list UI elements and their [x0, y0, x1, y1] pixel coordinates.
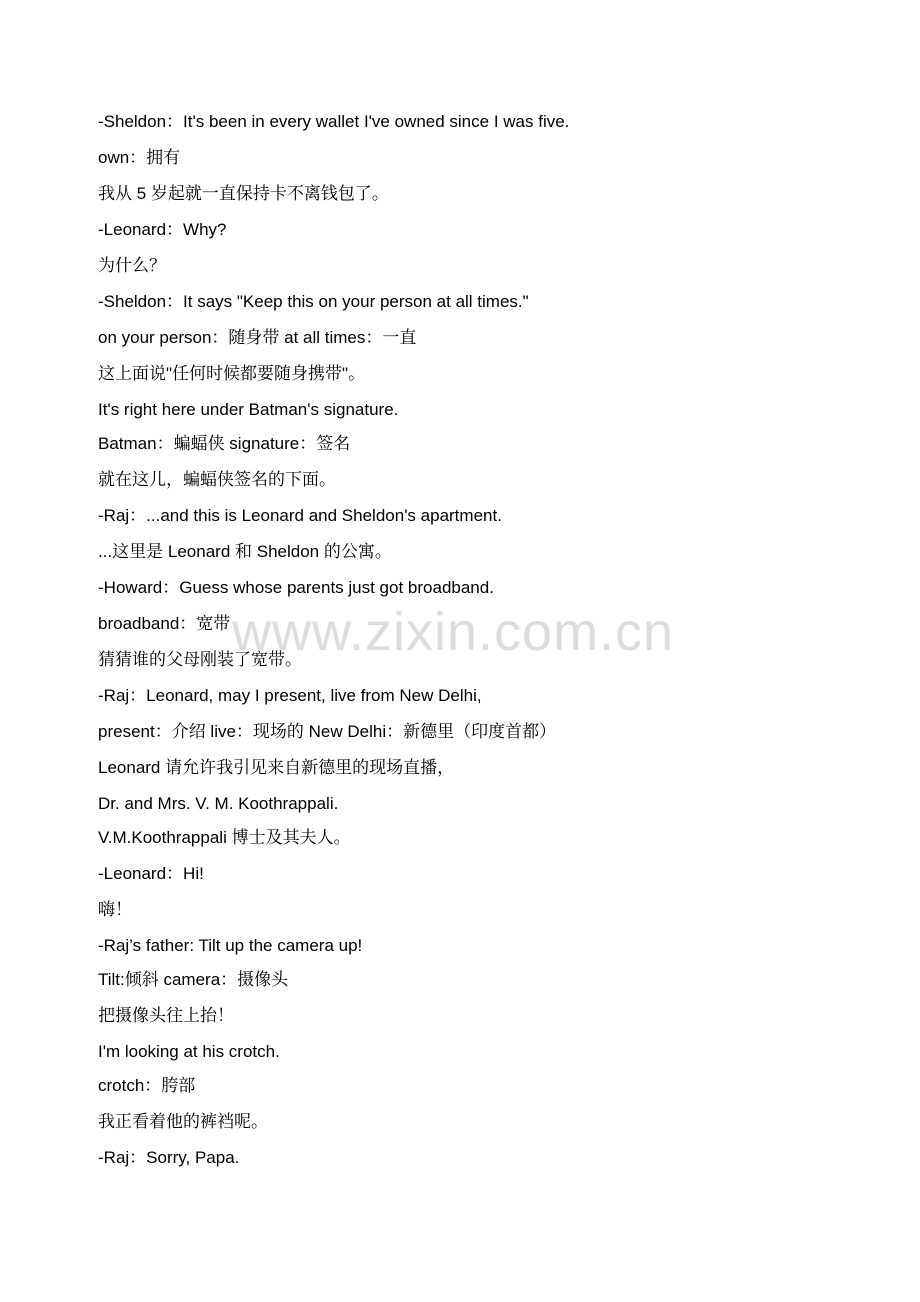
transcript-line: 嗨！ — [98, 900, 132, 919]
transcript-line: 这上面说"任何时候都要随身携带"。 — [98, 364, 366, 383]
transcript-line: own：拥有 — [98, 148, 181, 167]
transcript-line: -Raj：Leonard, may I present, live from New Delhi, — [98, 686, 482, 705]
transcript-line: -Raj：Sorry, Papa. — [98, 1148, 240, 1167]
transcript-line: 把摄像头往上抬！ — [98, 1006, 234, 1025]
watermark: www.zixin.com.cn — [232, 602, 675, 662]
transcript-line: -Leonard：Hi! — [98, 864, 204, 883]
transcript-line: on your person：随身带 at all times：一直 — [98, 328, 417, 347]
transcript-line: -Leonard：Why? — [98, 220, 227, 239]
transcript-line: It's right here under Batman's signature. — [98, 400, 399, 419]
transcript-line: -Howard：Guess whose parents just got broadband. — [98, 578, 494, 597]
transcript-line: 为什么？ — [98, 256, 166, 275]
transcript-line: I'm looking at his crotch. — [98, 1042, 280, 1061]
transcript-line: -Sheldon：It says "Keep this on your person at all times." — [98, 292, 529, 311]
transcript-line: Dr. and Mrs. V. M. Koothrappali. — [98, 794, 339, 813]
transcript-line: -Raj’s father: Tilt up the camera up! — [98, 936, 363, 955]
transcript-line: broadband：宽带 — [98, 614, 231, 633]
transcript-line: 我从 5 岁起就一直保持卡不离钱包了。 — [98, 184, 389, 203]
transcript-line: ...这里是 Leonard 和 Sheldon 的公寓。 — [98, 542, 392, 561]
transcript-line: -Raj：...and this is Leonard and Sheldon's apartment. — [98, 506, 502, 525]
transcript-line: 我正看着他的裤裆呢。 — [98, 1112, 268, 1131]
transcript-line: Batman：蝙蝠侠 signature：签名 — [98, 434, 351, 453]
transcript-line: 就在这儿，蝙蝠侠签名的下面。 — [98, 470, 336, 489]
transcript-line: present：介绍 live：现场的 New Delhi：新德里（印度首都） — [98, 722, 557, 741]
transcript-line: Tilt:倾斜 camera：摄像头 — [98, 970, 289, 989]
transcript-line: 猜猜谁的父母刚装了宽带。 — [98, 650, 302, 669]
transcript-line: -Sheldon：It's been in every wallet I've owned since I was five. — [98, 112, 570, 131]
transcript-line: crotch：胯部 — [98, 1076, 196, 1095]
transcript-line: V.M.Koothrappali 博士及其夫人。 — [98, 828, 351, 847]
transcript-line: Leonard 请允许我引见来自新德里的现场直播， — [98, 758, 455, 777]
